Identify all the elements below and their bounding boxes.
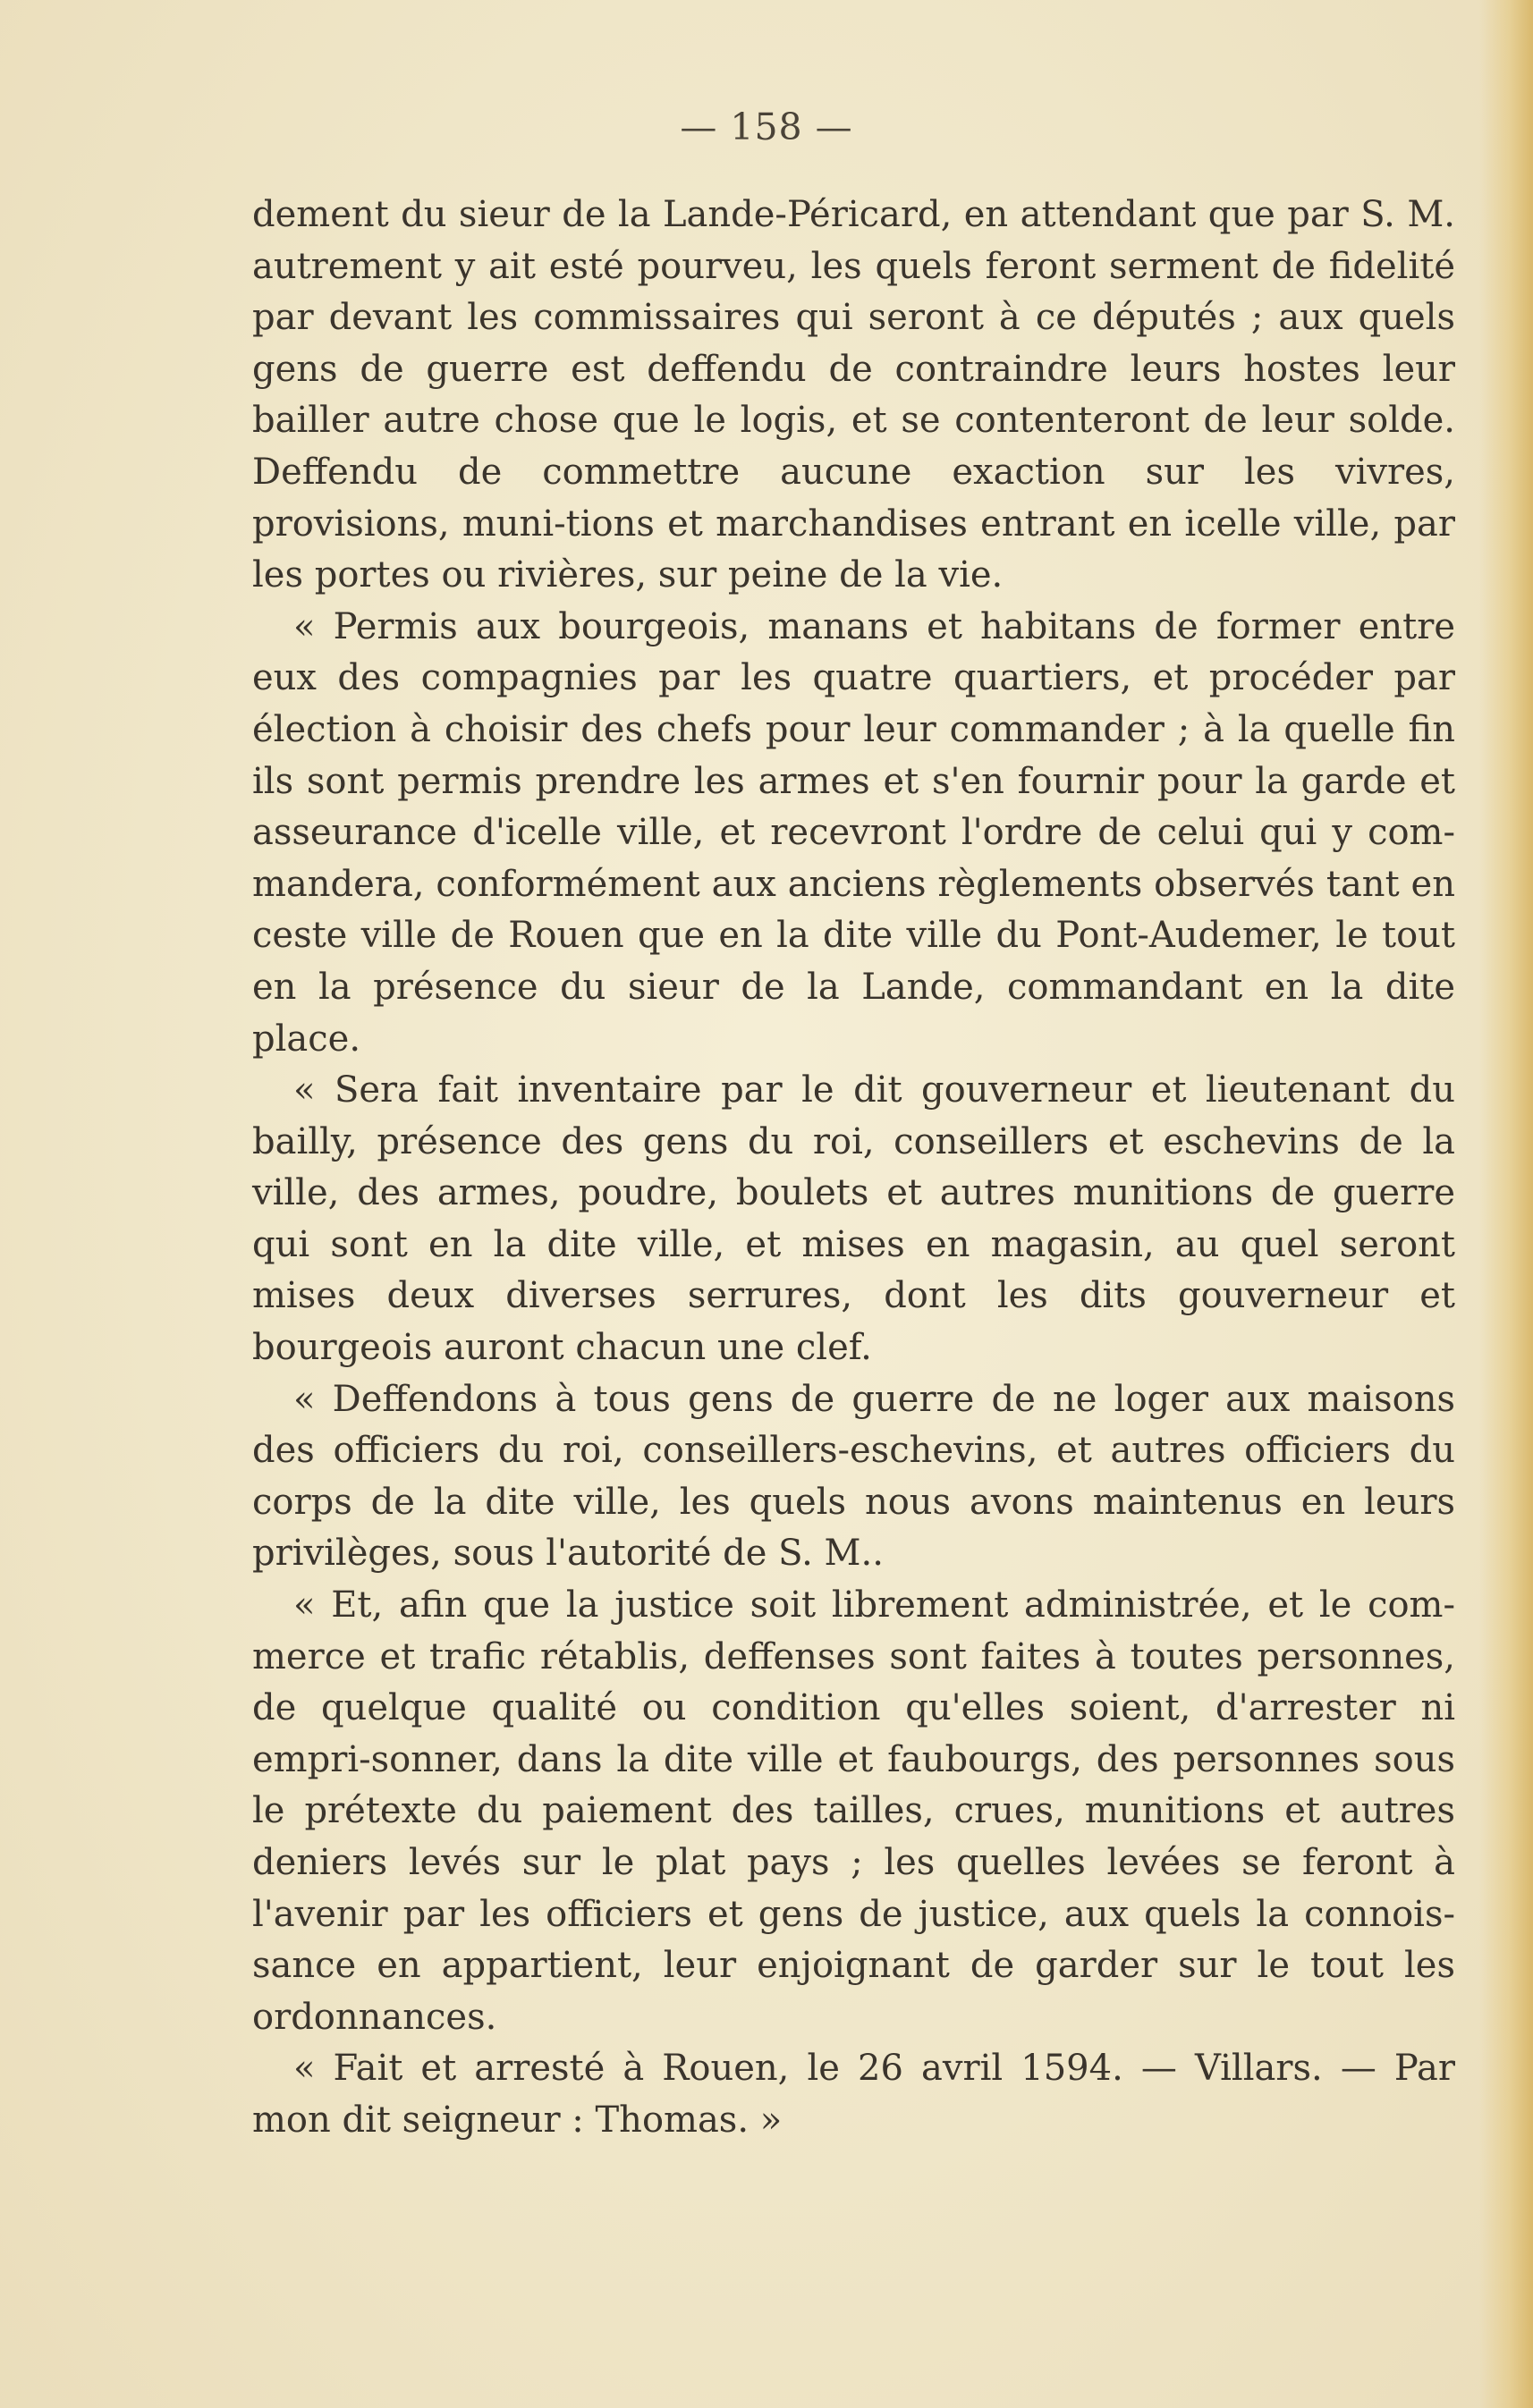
- paragraph-continuation: dement du sieur de la Lande-Péricard, en attendant que par S. M. autrement y ait esté pourveu, les quels feront serment de fidelité par devant les commissaires qui seront à ce députés ; aux quels gens de guerre est deffendu de contraindre leurs hostes leur bailler autre chose que le logis, et se contenteront de leur solde. Deffendu de commettre aucune exaction sur les vivres, provisions, muni-tions et marchandises entrant en icelle ville, par les portes ou rivières, sur peine de la vie.: [252, 194, 1455, 596]
- paragraph-bourgeois-companies: « Permis aux bourgeois, manans et habitans de former entre eux des compagnies par les quatre quartiers, et procéder par élection à choisir des chefs pour leur commander ; à la quelle fin ils sont permis prendre les armes et s'en fournir pour la garde et asseurance d'icelle ville, et recevront l'ordre de celui qui y com-mandera, conformément aux anciens règlements observés tant en ceste ville de Rouen que en la dite ville du Pont-Audemer, le tout en la présence du sieur de la Lande, commandant en la dite place.: [252, 605, 1455, 1060]
- paragraph-justice: « Et, afin que la justice soit librement administrée, et le com-merce et trafic rétablis, deffenses sont faites à toutes personnes, de quelque qualité ou condition qu'elles soient, d'arrester ni empri-sonner, dans la dite ville et faubourgs, des personnes sous le prétexte du paiement des tailles, crues, munitions et autres deniers levés sur le plat pays ; les quelles levées se feront à l'avenir par les officiers et gens de justice, aux quels la connois-sance en appartient, leur enjoignant de garder sur le tout les ordonnances.: [252, 1584, 1455, 2038]
- page-edge-shadow: [1479, 0, 1533, 2408]
- body-text: [252, 190, 1455, 2147]
- paragraph-signature: « Fait et arresté à Rouen, le 26 avril 1594. — Villars. — Par mon dit seigneur : Thomas. »: [252, 2048, 1455, 2141]
- paragraph-lodging: « Deffendons à tous gens de guerre de ne loger aux maisons des officiers du roi, conseillers-eschevins, et autres officiers du corps de la dite ville, les quels nous avons maintenus en leurs privilèges, sous l'autorité de S. M..: [252, 1378, 1455, 1575]
- page-number: — 158 —: [680, 106, 853, 148]
- paragraph-inventory: « Sera fait inventaire par le dit gouverneur et lieutenant du bailly, présence des gens du roi, conseillers et eschevins de la ville, des armes, poudre, boulets et autres munitions de guerre qui sont en la dite ville, et mises en magasin, au quel seront mises deux diverses serrures, dont les dits gouverneur et bourgeois auront chacun une clef.: [252, 1069, 1455, 1369]
